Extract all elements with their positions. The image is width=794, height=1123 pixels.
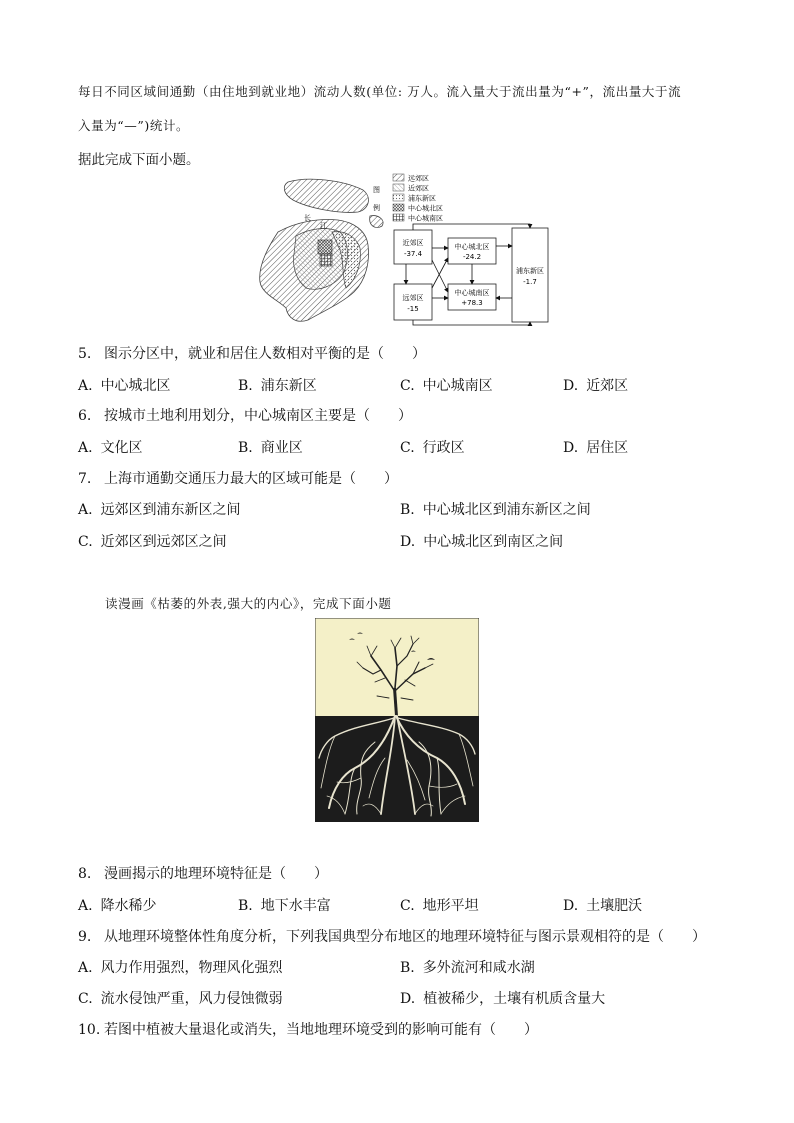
box-yuanjiao	[394, 284, 432, 320]
box-jinjiao-value: -37.4	[403, 250, 423, 258]
q9-option-a[interactable]: A. 风力作用强烈，物理风化强烈	[78, 960, 283, 976]
q6-option-a[interactable]: A. 文化区	[78, 440, 143, 456]
legend-swatch-jinjiao	[393, 184, 404, 191]
box-yuanjiao-name: 远郊区	[402, 294, 424, 302]
box-north-value: -24.2	[462, 253, 482, 261]
shanghai-commute-figure	[248, 170, 558, 330]
intro-line-2: 入量为“—”)统计。	[78, 118, 190, 133]
q7-option-c[interactable]: C. 近郊区到远郊区之间	[78, 534, 227, 550]
q8-option-c[interactable]: C. 地形平坦	[400, 898, 479, 914]
question-text: 从地理环境整体性角度分析，下列我国典型分布地区的地理环境特征与图示景观相符的是（ ）	[104, 929, 706, 945]
arrow-yuanjiao-north	[432, 258, 448, 288]
cartoon-tree-image	[315, 618, 479, 822]
question-9	[78, 926, 706, 946]
question-number: 6.	[78, 408, 92, 424]
cartoon-caption: 读漫画《枯萎的外表,强大的内心》，完成下面小题	[105, 596, 392, 611]
river-label-2: 江	[320, 222, 327, 230]
legend-swatch-yuanjiao	[393, 174, 404, 181]
box-jinjiao-name: 近郊区	[402, 239, 424, 247]
question-text: 漫画揭示的地理环境特征是（ ）	[104, 866, 328, 882]
question-number: 7.	[78, 471, 92, 487]
q7-option-a[interactable]: A. 远郊区到浦东新区之间	[78, 502, 241, 518]
legend-label-yuanjiao: 远郊区	[408, 174, 429, 183]
question-text: 按城市土地利用划分，中心城南区主要是（ ）	[104, 408, 412, 424]
river-label-1: 长	[304, 214, 311, 222]
legend-title-2: 例	[373, 204, 380, 212]
box-north-name: 中心城北区	[454, 243, 490, 251]
box-yuanjiao-value: -15	[407, 305, 419, 313]
question-number: 9.	[78, 929, 92, 945]
box-pudong	[512, 228, 548, 322]
legend-label-pudong: 浦东新区	[408, 194, 436, 203]
question-5	[78, 343, 426, 363]
central-south-shape	[320, 254, 332, 266]
q8-option-b[interactable]: B. 地下水丰富	[238, 898, 331, 914]
q5-option-b[interactable]: B. 浦东新区	[238, 378, 317, 394]
q6-option-d[interactable]: D. 居住区	[563, 440, 629, 456]
q5-option-a[interactable]: A. 中心城北区	[78, 378, 171, 394]
intro-line-1: 每日不同区域间通勤（由住地到就业地）流动人数(单位: 万人。流入量大于流出量为“+”，流出量大于流	[78, 84, 682, 99]
q5-option-c[interactable]: C. 中心城南区	[400, 378, 493, 394]
question-text: 若图中植被大量退化或消失，当地地理环境受到的影响可能有（ ）	[104, 1022, 538, 1038]
box-south-name: 中心城南区	[454, 289, 490, 297]
legend-label-north: 中心城北区	[408, 204, 443, 213]
q8-option-a[interactable]: A. 降水稀少	[78, 898, 157, 914]
central-north-shape	[318, 240, 332, 254]
question-number: 8.	[78, 866, 92, 882]
legend-title-1: 图	[373, 186, 380, 194]
question-6	[78, 405, 412, 425]
small-island-shape	[370, 216, 383, 228]
question-7	[78, 468, 398, 488]
box-jinjiao	[394, 230, 432, 264]
box-south-value: +78.3	[461, 299, 483, 307]
question-number: 5.	[78, 346, 92, 362]
q9-option-b[interactable]: B. 多外流河和咸水湖	[400, 960, 535, 976]
q7-option-d[interactable]: D. 中心城北区到南区之间	[400, 534, 564, 550]
question-10	[78, 1019, 538, 1039]
box-pudong-name: 浦东新区	[516, 267, 544, 275]
q7-option-b[interactable]: B. 中心城北区到浦东新区之间	[400, 502, 591, 518]
question-text: 上海市通勤交通压力最大的区域可能是（ ）	[104, 471, 398, 487]
legend-swatch-pudong	[393, 194, 404, 201]
island-shape	[284, 179, 368, 212]
legend-label-jinjiao: 近郊区	[408, 184, 429, 193]
q8-option-d[interactable]: D. 土壤肥沃	[563, 898, 643, 914]
box-pudong-value: -1.7	[523, 278, 537, 286]
legend-swatch-south	[393, 214, 404, 221]
question-text: 图示分区中，就业和居住人数相对平衡的是（ ）	[104, 346, 426, 362]
arrow-jinjiao-south	[432, 260, 448, 292]
q5-option-d[interactable]: D. 近郊区	[563, 378, 629, 394]
instruction-text: 据此完成下面小题。	[78, 152, 200, 168]
q9-option-c[interactable]: C. 流水侵蚀严重，风力侵蚀微弱	[78, 991, 283, 1007]
q6-option-c[interactable]: C. 行政区	[400, 440, 465, 456]
question-8	[78, 863, 328, 883]
q9-option-d[interactable]: D. 植被稀少，土壤有机质含量大	[400, 991, 606, 1007]
legend-swatch-north	[393, 204, 404, 211]
legend-label-south: 中心城南区	[408, 214, 443, 223]
q6-option-b[interactable]: B. 商业区	[238, 440, 303, 456]
question-number: 10.	[78, 1022, 101, 1038]
